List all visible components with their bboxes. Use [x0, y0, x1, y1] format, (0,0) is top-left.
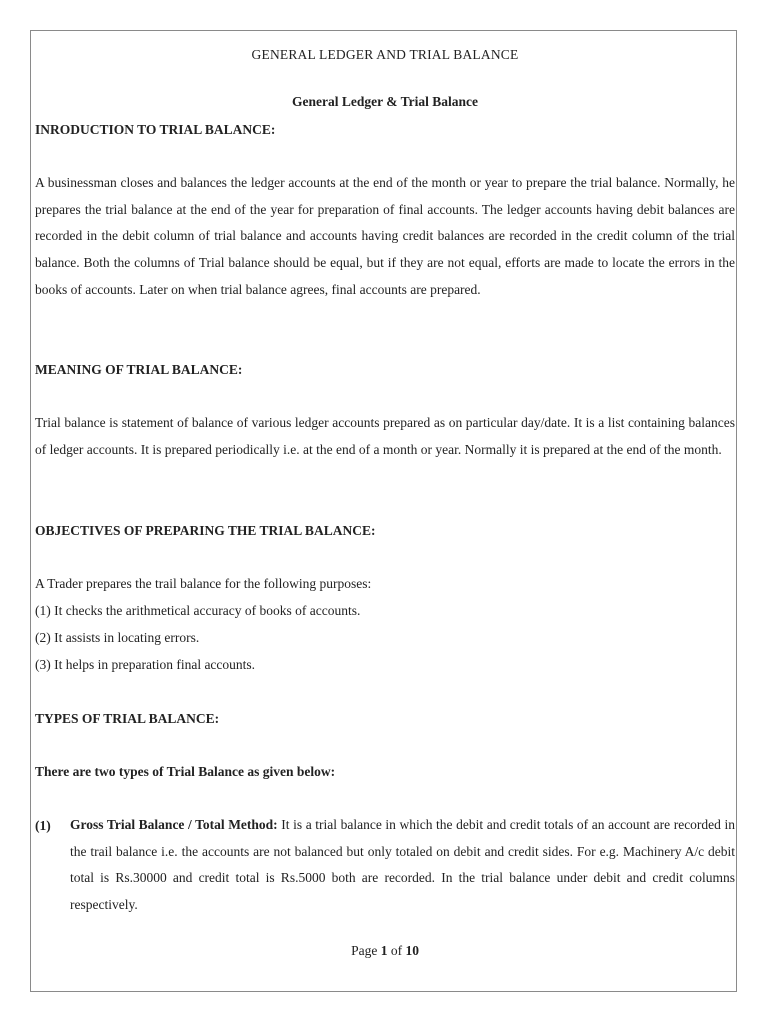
document-header: GENERAL LEDGER AND TRIAL BALANCE [251, 47, 519, 62]
document-page [30, 30, 737, 992]
meaning-heading: MEANING OF TRIAL BALANCE: [35, 362, 243, 377]
objectives-heading: OBJECTIVES OF PREPARING THE TRIAL BALANCE: [35, 523, 376, 538]
page-footer [35, 943, 735, 959]
objective-item: (1) It checks the arithmetical accuracy of books of accounts. [35, 603, 361, 618]
current-page-number: 1 [380, 943, 388, 958]
intro-heading: INRODUCTION TO TRIAL BALANCE: [35, 122, 276, 137]
page-prefix: Page [351, 943, 381, 958]
meaning-paragraph: Trial balance is statement of balance of various ledger accounts prepared as on particular day/date. It is a list containing balances of ledger accounts. It is prepared periodically i.e. at the end of a month or year. Normally it is prepared at the end of the month. [35, 415, 735, 457]
total-page-count: 10 [405, 943, 419, 958]
types-item-term: Gross Trial Balance / Total Method: [70, 817, 278, 832]
types-item-text [70, 812, 735, 919]
objectives-intro: A Trader prepares the trail balance for the following purposes: [35, 576, 372, 591]
objective-item: (3) It helps in preparation final accounts. [35, 657, 256, 672]
types-subheading: There are two types of Trial Balance as given below: [35, 764, 336, 779]
document-title: General Ledger & Trial Balance [292, 94, 478, 109]
objective-item: (2) It assists in locating errors. [35, 630, 200, 645]
types-item-number: (1) [35, 818, 51, 833]
page-of-label: of [387, 943, 406, 958]
intro-paragraph: A businessman closes and balances the ledger accounts at the end of the month or year to prepare the trial balance. Normally, he prepares the trial balance at the end of the year for preparation of final accounts. The ledger accounts having debit balances are recorded in the debit column of trial balance and accounts having credit balances are recorded in the credit column of the trial balance. Both the columns of Trial balance should be equal, but if they are not equal, efforts are made to locate the errors in the books of accounts. Later on when trial balance agrees, final accounts are prepared. [35, 175, 735, 297]
types-item-description: It is a trial balance in which the debit and credit totals of an account are recorded in the trail balance i.e. the accounts are not balanced but only totaled on debit and credit sides. For e.g. Machinery A/c debit total is Rs.30000 and credit total is Rs.5000 both are recorded. In the trial balance under debit and credit columns respectively. [70, 817, 736, 913]
types-heading: TYPES OF TRIAL BALANCE: [35, 711, 220, 726]
